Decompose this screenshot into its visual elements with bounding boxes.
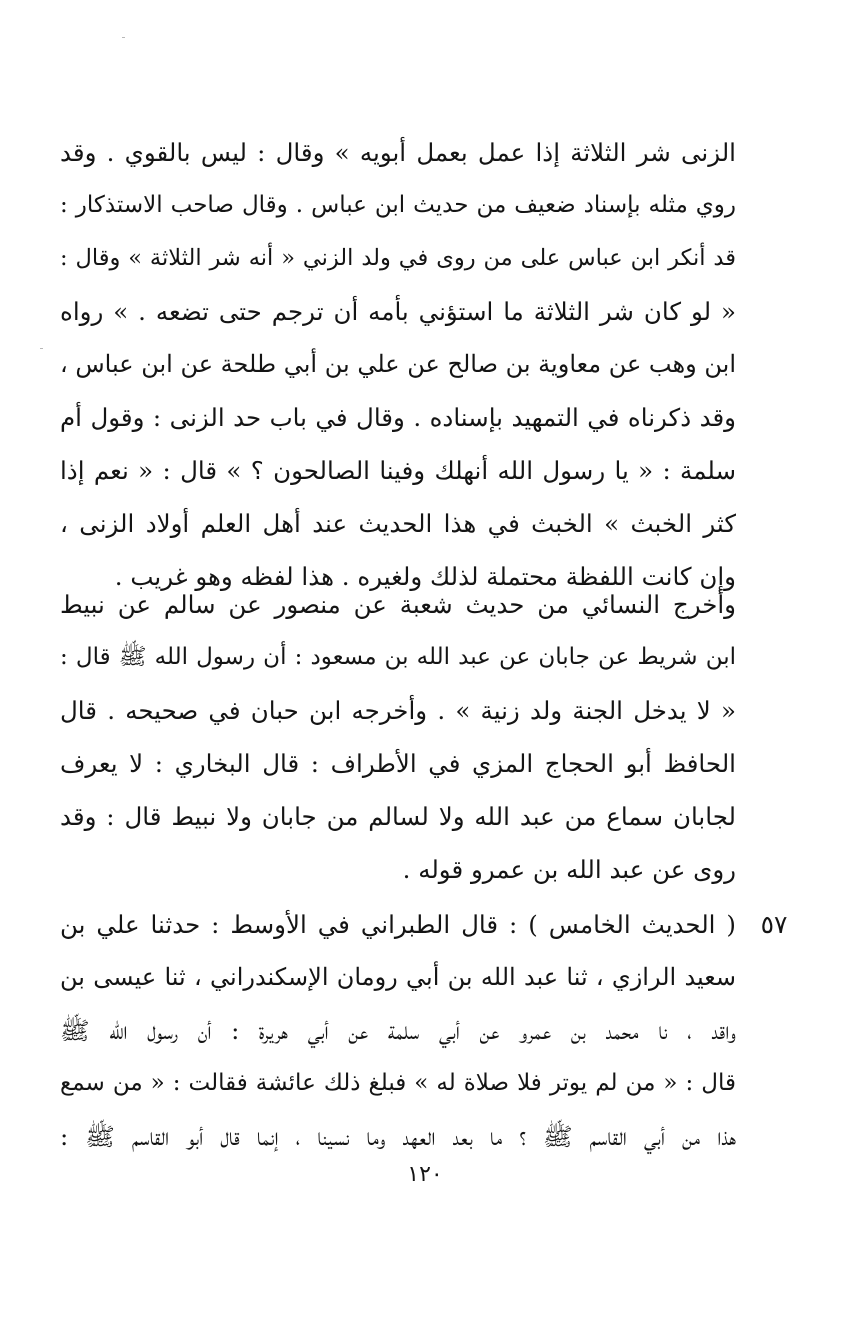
text-line: ابن وهب عن معاوية بن صالح عن علي بن أبي طلحة عن ابن عباس ، (60, 350, 736, 378)
paragraph-1 (60, 126, 736, 603)
text-line: ( الحديث الخامس ) : قال الطبراني في الأوسط : حدثنا علي بن (60, 910, 736, 939)
paragraph-2 (60, 578, 736, 896)
text-line: لجابان سماع من عبد الله ولا لسالم من جابان ولا نبيط قال : وقد (60, 802, 736, 831)
text-line: الزنى شر الثلاثة إذا عمل بعمل أبويه » وقال : ليس بالقوي . وقد (60, 138, 736, 167)
page-number: ١٢٠ (407, 1162, 443, 1187)
text-line: سعيد الرازي ، ثنا عبد الله بن أبي رومان الإسكندراني ، ثنا عيسى بن (60, 963, 736, 991)
text-line: وقد ذكرناه في التمهيد بإسناده . وقال في باب حد الزنى : وقول أم (60, 403, 736, 432)
text-line: روي مثله بإسناد ضعيف من حديث ابن عباس . وقال صاحب الاستذكار : (60, 192, 736, 218)
scan-speck (122, 37, 125, 38)
text-line: قد أنكر ابن عباس على من روى في ولد الزني « أنه شر الثلاثة » وقال : (60, 245, 736, 271)
hadith-number: ٥٧ (760, 910, 788, 939)
text-line: كثر الخبث » الخبث في هذا الحديث عند أهل العلم أولاد الزنى ، (60, 509, 736, 538)
text-line: الحافظ أبو الحجاج المزي في الأطراف : قال البخاري : لا يعرف (60, 749, 736, 778)
text-line: ابن شريط عن جابان عن عبد الله بن مسعود : أن رسول الله ﷺ قال : (60, 644, 736, 670)
text-line: وأخرج النسائي من حديث شعبة عن منصور عن سالم عن نبيط (60, 590, 736, 619)
text-line: « لا يدخل الجنة ولد زنية » . وأخرجه ابن حبان في صحيحه . قال (60, 696, 736, 725)
text-line: واقد ، نا محمد بن عمرو عن أبي سلمة عن أبي هريرة : أن رسول الله ﷺ (60, 1016, 736, 1045)
text-line: روى عن عبد الله بن عمرو قوله . (402, 855, 736, 884)
text-line: « لو كان شر الثلاثة ما استؤني بأمه أن ترجم حتى تضعه . » رواه (60, 297, 736, 326)
text-line: سلمة : « يا رسول الله أنهلك وفينا الصالحون ؟ » قال : « نعم إذا (60, 456, 736, 485)
text-line: هذا من أبي القاسم ﷺ ؟ ما بعد العهد وما نسينا ، إنما قال أبو القاسم ﷺ : (60, 1122, 736, 1151)
scan-speck (40, 348, 43, 349)
text-line: قال : « من لم يوتر فلا صلاة له » فبلغ ذلك عائشة فقالت : « من سمع (60, 1070, 736, 1096)
paragraph-3 (60, 898, 736, 1163)
text-line: وإن كانت اللفظة محتملة لذلك ولغيره . هذا لفظه وهو غريب . (114, 562, 736, 591)
